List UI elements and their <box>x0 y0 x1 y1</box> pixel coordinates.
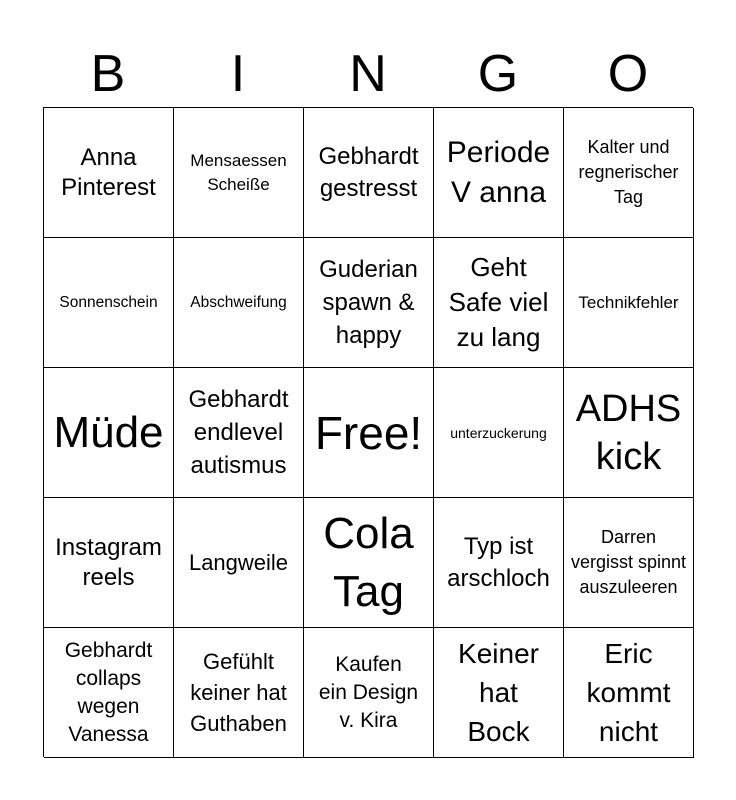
cell-text: Langweile <box>188 549 289 575</box>
cell-text: unterzuckerung <box>450 424 547 441</box>
cell-text: Geht Safe viel zu lang <box>448 252 549 352</box>
cell-text: Kalter und regnerischer Tag <box>578 137 679 207</box>
bingo-cell[interactable] <box>434 238 564 368</box>
cell-text: Eric kommt nicht <box>586 638 671 747</box>
bingo-cell[interactable] <box>44 108 174 238</box>
cell-text: Mensaessen Scheiße <box>190 150 287 194</box>
header-letter-g: G <box>477 45 519 103</box>
bingo-header <box>43 40 693 108</box>
cell-text: Periode V anna <box>446 135 551 209</box>
bingo-cell[interactable] <box>434 368 564 498</box>
bingo-grid <box>43 107 693 757</box>
bingo-cell[interactable] <box>304 368 434 498</box>
cell-text: Gebhardt gestresst <box>318 142 419 202</box>
cell-text: Abschweifung <box>190 294 287 311</box>
bingo-cell[interactable] <box>434 498 564 628</box>
cell-text: Instagram reels <box>55 533 162 591</box>
bingo-cell[interactable] <box>304 108 434 238</box>
bingo-cell[interactable] <box>174 628 304 758</box>
header-letter-o: O <box>607 45 649 103</box>
cell-text: Guderian spawn & happy <box>319 256 418 349</box>
cell-text: Anna Pinterest <box>61 143 156 201</box>
cell-text: Free! <box>314 406 423 459</box>
bingo-cell[interactable] <box>174 368 304 498</box>
bingo-cell[interactable] <box>174 498 304 628</box>
cell-text: Keiner hat Bock <box>458 638 539 747</box>
cell-text: Gefühlt keiner hat Guthaben <box>190 649 287 736</box>
header-letter-i: I <box>230 45 246 103</box>
bingo-cell[interactable] <box>174 108 304 238</box>
bingo-cell[interactable] <box>564 628 694 758</box>
cell-text: Sonnenschein <box>59 294 158 311</box>
bingo-cell[interactable] <box>564 238 694 368</box>
cell-text: Kaufen ein Design v. Kira <box>318 652 419 732</box>
bingo-cell[interactable] <box>44 238 174 368</box>
bingo-cell[interactable] <box>304 628 434 758</box>
bingo-cell[interactable] <box>564 368 694 498</box>
header-letter-n: N <box>349 45 387 103</box>
bingo-cell[interactable] <box>304 238 434 368</box>
bingo-cell[interactable] <box>304 498 434 628</box>
cell-text: Gebhardt endlevel autismus <box>188 386 289 479</box>
bingo-cell[interactable] <box>44 368 174 498</box>
header-letter-b: B <box>90 45 126 103</box>
cell-text: Darren vergisst spinnt auszuleeren <box>570 527 687 597</box>
cell-text: Cola Tag <box>323 508 414 616</box>
cell-text: Technikfehler <box>578 293 679 312</box>
bingo-cell[interactable] <box>44 628 174 758</box>
bingo-cell[interactable] <box>174 238 304 368</box>
bingo-cell[interactable] <box>564 498 694 628</box>
bingo-cell[interactable] <box>434 108 564 238</box>
cell-text: Müde <box>53 407 164 457</box>
cell-text: ADHS kick <box>575 387 682 478</box>
bingo-cell[interactable] <box>564 108 694 238</box>
cell-text: Gebhardt collaps wegen Vanessa <box>64 638 153 746</box>
bingo-cell[interactable] <box>44 498 174 628</box>
cell-text: Typ ist arschloch <box>447 532 550 592</box>
bingo-cell[interactable] <box>434 628 564 758</box>
